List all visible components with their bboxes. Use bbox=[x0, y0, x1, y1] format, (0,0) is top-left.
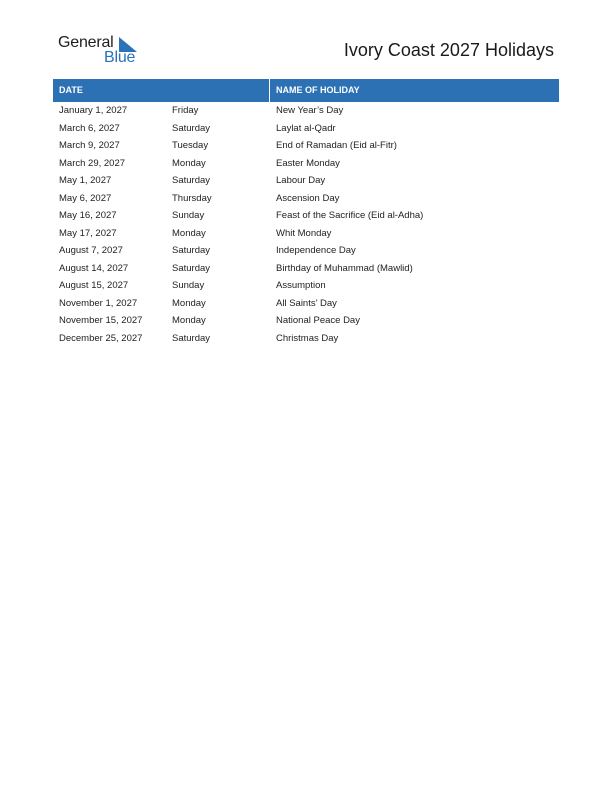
table-row bbox=[53, 102, 559, 120]
holiday-table bbox=[53, 79, 559, 347]
table-row bbox=[53, 207, 559, 225]
table-row bbox=[53, 172, 559, 190]
holiday-date: March 29, 2027 bbox=[59, 157, 126, 169]
holiday-name: Independence Day bbox=[276, 245, 356, 256]
holiday-name: Birthday of Muhammad (Mawlid) bbox=[276, 262, 413, 274]
holiday-weekday: Saturday bbox=[172, 332, 211, 344]
holiday-name: Whit Monday bbox=[276, 227, 332, 239]
holiday-date: August 7, 2027 bbox=[59, 245, 123, 256]
holiday-weekday: Saturday bbox=[172, 175, 211, 186]
holiday-date: December 25, 2027 bbox=[59, 332, 143, 344]
table-row bbox=[53, 260, 559, 278]
table-row bbox=[53, 137, 559, 155]
holiday-weekday: Tuesday bbox=[172, 140, 209, 151]
holiday-date: November 1, 2027 bbox=[59, 297, 138, 309]
holiday-name: End of Ramadan (Eid al-Fitr) bbox=[276, 140, 397, 151]
holiday-name: National Peace Day bbox=[276, 315, 360, 326]
holiday-name: Christmas Day bbox=[276, 332, 339, 344]
holiday-name: Assumption bbox=[276, 280, 326, 291]
header-holiday-name: NAME OF HOLIDAY bbox=[276, 85, 360, 95]
holiday-date: May 16, 2027 bbox=[59, 210, 117, 221]
holiday-date: May 1, 2027 bbox=[59, 175, 112, 186]
table-row bbox=[53, 242, 559, 260]
holiday-date: January 1, 2027 bbox=[59, 105, 128, 116]
table-body bbox=[53, 102, 559, 347]
holiday-date: March 6, 2027 bbox=[59, 122, 120, 134]
holiday-weekday: Sunday bbox=[172, 280, 205, 291]
holiday-date: March 9, 2027 bbox=[59, 140, 120, 151]
table-row bbox=[53, 295, 559, 313]
holiday-weekday: Saturday bbox=[172, 122, 211, 134]
table-header bbox=[53, 79, 559, 102]
holiday-weekday: Monday bbox=[172, 157, 206, 169]
header-date: DATE bbox=[59, 85, 83, 95]
holiday-name: Laylat al-Qadr bbox=[276, 122, 336, 134]
table-row bbox=[53, 225, 559, 243]
logo bbox=[58, 34, 148, 68]
table-row bbox=[53, 155, 559, 173]
holiday-name: Feast of the Sacrifice (Eid al-Adha) bbox=[276, 210, 424, 221]
holiday-weekday: Saturday bbox=[172, 262, 211, 274]
holiday-name: Ascension Day bbox=[276, 192, 340, 204]
holiday-name: Easter Monday bbox=[276, 157, 340, 169]
holiday-name: All Saints’ Day bbox=[276, 297, 337, 309]
holiday-weekday: Monday bbox=[172, 227, 206, 239]
holiday-date: November 15, 2027 bbox=[59, 315, 143, 326]
holiday-name: Labour Day bbox=[276, 175, 326, 186]
holiday-weekday: Monday bbox=[172, 297, 206, 309]
table-row bbox=[53, 120, 559, 138]
table-row bbox=[53, 330, 559, 348]
header-divider bbox=[269, 79, 270, 102]
table-row bbox=[53, 312, 559, 330]
holiday-date: August 14, 2027 bbox=[59, 262, 129, 274]
table-row bbox=[53, 277, 559, 295]
holiday-weekday: Saturday bbox=[172, 245, 211, 256]
holiday-weekday: Sunday bbox=[172, 210, 205, 221]
holiday-weekday: Thursday bbox=[172, 192, 212, 204]
table-row bbox=[53, 190, 559, 208]
holiday-weekday: Friday bbox=[172, 105, 199, 116]
holiday-date: August 15, 2027 bbox=[59, 280, 129, 291]
logo-text-general: General bbox=[58, 34, 114, 51]
holiday-weekday: Monday bbox=[172, 315, 206, 326]
logo-text-blue: Blue bbox=[104, 49, 136, 66]
holiday-date: May 6, 2027 bbox=[59, 192, 112, 204]
holiday-date: May 17, 2027 bbox=[59, 227, 117, 239]
page-title: Ivory Coast 2027 Holidays bbox=[343, 40, 554, 60]
holiday-name: New Year’s Day bbox=[276, 105, 344, 116]
